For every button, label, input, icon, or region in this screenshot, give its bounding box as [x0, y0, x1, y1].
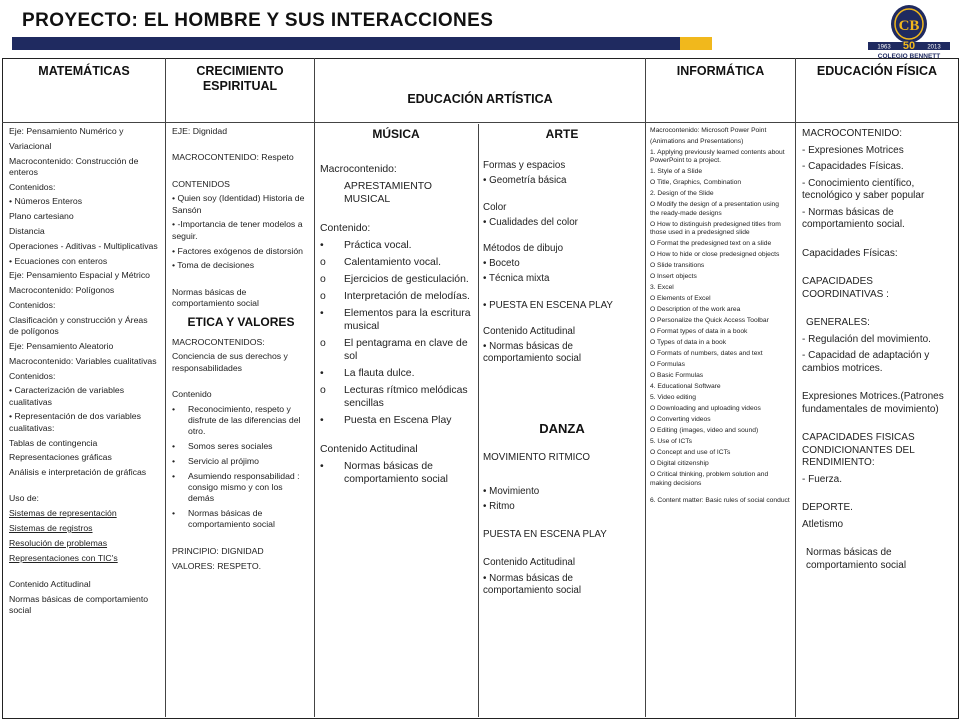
list-item: o Lecturas rítmico melódicas sencillas [320, 385, 468, 409]
list-item: o Interpretación de melodías. [320, 291, 470, 302]
text-line: Uso de: [9, 493, 39, 504]
text-line: O Digital citizenship [650, 460, 709, 468]
text-line: Clasificación y construcción y Áreas de polígonos [9, 314, 148, 337]
text-line: Contenido Actitudinal [483, 557, 576, 569]
text-line: • Técnica mixta [483, 273, 550, 285]
text-line: O Title, Graphics, Combination [650, 179, 742, 187]
page-title: PROYECTO: EL HOMBRE Y SUS INTERACCIONES [22, 10, 494, 31]
crecimiento-content [172, 126, 310, 575]
text-line: Contenido Actitudinal [9, 578, 91, 589]
text-line: Operaciones - Aditivas - Multiplicativas [9, 240, 158, 251]
text-line: • Factores exógenos de distorsión [172, 245, 304, 256]
text-line: Macrocontenido: Variables cualitativas [9, 355, 157, 366]
header-matematicas: MATEMÁTICAS [38, 64, 130, 78]
underlined-text-line: Sistemas de registros [9, 523, 93, 534]
musica-list [320, 239, 472, 427]
text-line: - Fuerza. [802, 473, 843, 485]
list-item: • Servicio al prójimo [172, 455, 259, 466]
subheading-musica: MÚSICA [372, 127, 420, 141]
underlined-text-line: Representaciones con TIC's [9, 552, 118, 563]
text-line: Contenido Actitudinal [320, 444, 418, 455]
text-line: Conciencia de sus derechos y responsabilidades [172, 351, 288, 373]
text-line: Macrocontenido: Polígonos [9, 285, 115, 296]
text-line: O Converting videos [650, 416, 711, 424]
list-item: • La flauta dulce. [320, 368, 415, 379]
column-divider [795, 58, 796, 717]
text-line: 5. Use of ICTs [650, 438, 692, 446]
column-divider [165, 58, 166, 717]
text-line: Distancia [9, 226, 45, 237]
list-item: • Somos seres sociales [172, 441, 273, 452]
text-line: O Concept and use of ICTs [650, 449, 731, 457]
text-line: Eje: Pensamiento Aleatorio [9, 340, 114, 351]
informatica-content [650, 127, 790, 508]
text-line: • Movimiento [483, 485, 540, 497]
text-line: MACROCONTENIDO: [802, 128, 902, 139]
text-line: • Normas básicas de comportamiento social [483, 572, 582, 596]
school-logo [860, 2, 958, 60]
text-line: • Caracterización de variables cualitativas [9, 385, 125, 407]
text-line: Tablas de contingencia [9, 437, 98, 448]
text-line: Representaciones gráficas [9, 452, 112, 463]
text-line: - Capacidades Físicas. [802, 161, 904, 172]
text-line: O How to hide or close predesigned objects [650, 251, 780, 259]
text-line: • Ritmo [483, 501, 515, 513]
text-line: O Insert objects [650, 273, 697, 281]
text-line: PRINCIPIO: DIGNIDAD [172, 545, 264, 556]
text-line: - Capacidad de adaptación y cambios motrices. [802, 350, 930, 374]
matematicas-content [9, 126, 159, 620]
text-line: CAPACIDADES COORDINATIVAS : [802, 276, 889, 300]
text-line: Eje: Pensamiento Espacial y Métrico [9, 270, 150, 281]
text-line: • Boceto [483, 258, 520, 270]
text-line: • -Importancia de tener modelos a seguir. [172, 219, 303, 241]
list-item: o Calentamiento vocal. [320, 257, 442, 268]
text-line: - Normas básicas de comportamiento social. [802, 206, 905, 230]
text-line: Contenido: [320, 223, 371, 234]
text-line: O Description of the work area [650, 306, 741, 314]
text-line: Macrocontenido: Construcción de enteros [9, 155, 139, 177]
text-line: O Formulas [650, 361, 685, 369]
title-underline-bar [12, 37, 680, 50]
text-line: Contenidos: [9, 181, 56, 192]
text-line: APRESTAMIENTO MUSICAL [344, 181, 432, 205]
text-line: MACROCONTENIDOS: [172, 336, 265, 347]
text-line: 6. Content matter: Basic rules of social conduct [650, 497, 790, 505]
text-line [650, 491, 790, 495]
header-educacion-artistica: EDUCACIÓN ARTÍSTICA [407, 92, 553, 106]
column-divider [478, 124, 479, 717]
logo-letters: CB [898, 18, 920, 34]
text-line: • Representación de dos variables cualitativas: [9, 411, 141, 433]
logo-year-left: 1963 [877, 44, 891, 51]
header-informatica: INFORMÁTICA [676, 64, 765, 78]
text-line: MOVIMIENTO RITMICO [483, 451, 591, 463]
text-line: O Basic Formulas [650, 372, 704, 380]
text-line: Expresiones Motrices.(Patrones fundamentales de movimiento) [802, 391, 944, 415]
text-line: • Toma de decisiones [172, 260, 255, 271]
text-line: Atletismo [802, 518, 844, 530]
text-line: GENERALES: [806, 317, 870, 328]
text-line: 3. Excel [650, 284, 674, 292]
text-line: Contenidos: [9, 300, 56, 311]
text-line: O Editing (images, video and sound) [650, 427, 759, 435]
text-line: Normas básicas de comportamiento social [806, 547, 907, 571]
logo-school-name: COLEGIO BENNETT [877, 53, 941, 60]
text-line: Métodos de dibujo [483, 243, 564, 255]
arte-content [483, 128, 641, 600]
text-line: 1. Style of a Slide [650, 168, 703, 176]
text-line: Análisis e interpretación de gráficas [9, 467, 147, 478]
text-line: Contenidos: [9, 370, 56, 381]
header-educacion-fisica: EDUCACIÓN FÍSICA [816, 64, 938, 78]
text-line: • Normas básicas de comportamiento social [483, 341, 582, 365]
underlined-text-line: Resolución de problemas [9, 537, 108, 548]
text-line: Macrocontenido: Microsoft Power Point [650, 127, 767, 134]
text-line: - Regulación del movimiento. [802, 333, 931, 345]
header-divider [2, 122, 958, 123]
text-line: Contenido Actitudinal [483, 325, 576, 337]
list-item: • Normas básicas de comportamiento social [172, 508, 275, 530]
text-line: O Format types of data in a book [650, 328, 748, 336]
logo-number: 50 [902, 40, 916, 52]
list-item: o Ejercicios de gesticulación. [320, 274, 469, 285]
musica-content [320, 128, 472, 490]
text-line: - Conocimiento científico, tecnológico y saber popular [802, 177, 925, 201]
text-line: O Formats of numbers, dates and text [650, 350, 763, 358]
text-line: Normas básicas de comportamiento social [172, 286, 259, 308]
text-line: • Cualidades del color [483, 216, 578, 228]
logo-year-right: 2013 [927, 44, 941, 51]
text-line: Capacidades Físicas: [802, 247, 898, 259]
text-line: O Critical thinking, problem solution and making decisions [650, 471, 769, 487]
list-item: • Reconocimiento, respeto y disfrute de las diferencias del otro. [172, 403, 301, 437]
text-line: O Downloading and uploading videos [650, 405, 761, 413]
text-line: • PUESTA EN ESCENA PLAY [483, 299, 613, 311]
text-line: O Personalize the Quick Access Toolbar [650, 317, 769, 325]
subheading-etica: ETICA Y VALORES [187, 315, 295, 330]
subheading-danza: DANZA [539, 421, 585, 437]
text-line: O Slide transitions [650, 262, 705, 270]
text-line: VALORES: RESPETO. [172, 560, 261, 571]
text-line: MACROCONTENIDO: Respeto [172, 152, 294, 163]
text-line: 5. Video editing [650, 394, 696, 402]
underlined-text-line: Sistemas de representación [9, 508, 117, 519]
column-divider [314, 58, 315, 717]
fisica-content [802, 128, 954, 576]
text-line: Eje: Pensamiento Numérico y [9, 126, 124, 136]
text-line: PUESTA EN ESCENA PLAY [483, 529, 607, 541]
text-line: O Elements of Excel [650, 295, 711, 303]
text-line: EJE: Dignidad [172, 126, 228, 136]
text-line: • Números Enteros [9, 196, 83, 207]
text-line: (Animations and Presentations) [650, 138, 744, 145]
text-line: • Ecuaciones con enteros [9, 255, 108, 266]
text-line: 4. Educational Software [650, 383, 721, 391]
text-line: Color [483, 201, 507, 213]
text-line: O Types of data in a book [650, 339, 727, 347]
text-line: • Quien soy (Identidad) Historia de Sansón [172, 193, 305, 215]
text-line: Plano cartesiano [9, 211, 74, 222]
list-item: o El pentagrama en clave de sol [320, 338, 468, 362]
text-line: DEPORTE. [802, 502, 853, 513]
text-line: 2. Design of the Slide [650, 190, 714, 198]
text-line: Macrocontenido: [320, 164, 397, 175]
text-line: CAPACIDADES FISICAS CONDICIONANTES DEL RENDIMIENTO: [802, 432, 915, 468]
text-line: CONTENIDOS [172, 178, 230, 189]
text-line: 1. Applying previously learned contents about PowerPoint to a project. [650, 149, 785, 165]
list-item: • Elementos para la escritura musical [320, 308, 471, 332]
list-item: • Puesta en Escena Play [320, 415, 452, 426]
text-line: Formas y espacios [483, 160, 566, 172]
text-line: Variacional [9, 140, 52, 151]
text-line: • Geometría básica [483, 175, 567, 187]
text-line: O Modify the design of a presentation using the ready-made designs [650, 201, 779, 217]
text-line: Normas básicas de comportamiento social [9, 593, 149, 615]
list-item: • Normas básicas de comportamiento social [320, 461, 448, 485]
text-line: O Format the predesigned text on a slide [650, 240, 772, 248]
list-item: • Asumiendo responsabilidad : consigo mismo y con los demás [172, 470, 300, 504]
list-item: • Práctica vocal. [320, 240, 412, 251]
column-divider [645, 58, 646, 717]
text-line: Contenido [172, 388, 212, 399]
header-crecimiento-espiritual: CRECIMIENTO ESPIRITUAL [196, 64, 284, 93]
subheading-arte: ARTE [545, 127, 579, 141]
title-accent-bar [680, 37, 712, 50]
text-line: O How to distinguish predesigned titles from those used in a predesigned slide [650, 220, 781, 237]
text-line: - Expresiones Motrices [802, 144, 904, 156]
